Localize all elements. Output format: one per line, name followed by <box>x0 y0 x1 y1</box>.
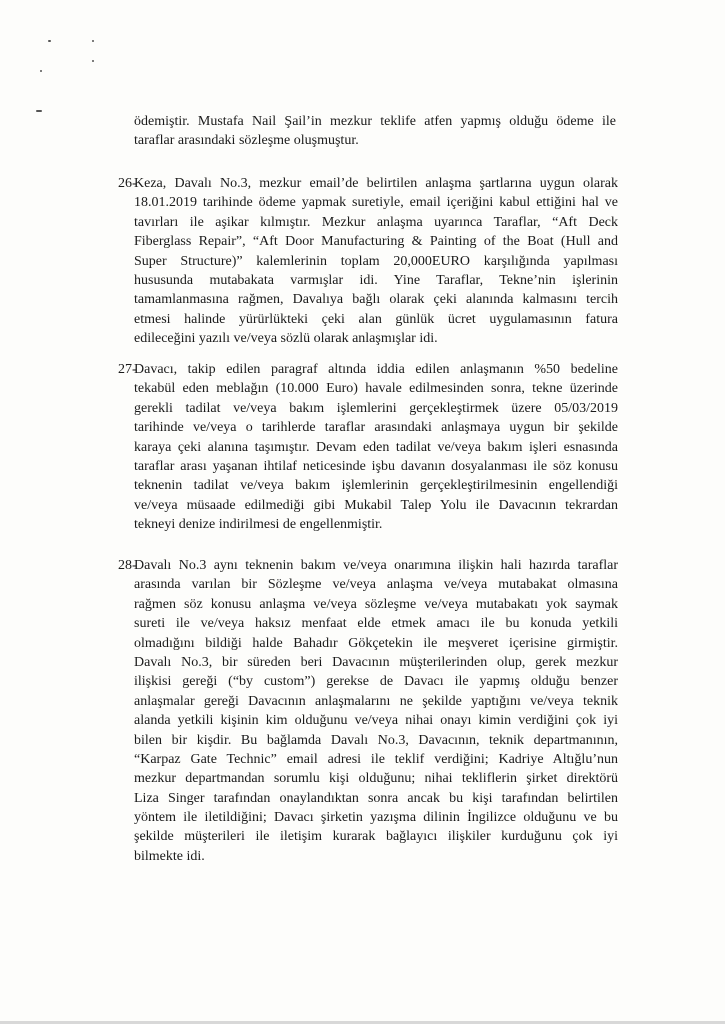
text-line: taraflar arasındaki sözleşme oluşmuştur. <box>134 133 359 149</box>
text-line: 18.01.2019 tarihinde ödeme yapmak suretiyle, email içeriğini kabul ettiğini hal ve <box>134 195 618 211</box>
text-line: Keza, Davalı No.3, mezkur email’de belirtilen anlaşma şartlarına uygun olarak <box>134 176 618 191</box>
text-line: ilişkisi gereği (“by custom”) gerekse de Davacı ile yapmış olduğu benzer <box>134 674 618 690</box>
text-line: tavırları ile aşikar kılmıştır. Mezkur anlaşma uyarınca Taraflar, “Aft Deck <box>134 214 618 230</box>
text-line: tekabül eden meblağın (10.000 Euro) havale edilmesinden sonra, tekne üzerinde <box>134 381 618 397</box>
text-line: Davacı, takip edilen paragraf altında iddia edilen anlaşmanın %50 bedeline <box>134 362 618 377</box>
text-line: tarihinde ve/veya o tarihlerde taraflar arasındaki anlaşmaya uygun bir şekilde <box>134 420 618 436</box>
text-line: bilmekte idi. <box>134 848 205 864</box>
text-line: karaya çeki alanına taşımıştır. Devam eden tadilat ve/veya bakım işleri esnasında <box>134 439 618 455</box>
text-line: gerekli tadilat ve/veya bakım işlemlerini gerçekleştirmek üzere 05/03/2019 <box>134 400 618 416</box>
text-line: yöntem ile iletildiğini; Davacı şirketin yazışma dilinin İngilizce olduğunu ve bu <box>134 810 618 826</box>
text-line: arasında varılan bir Sözleşme ve/veya anlaşma ve/veya mutabakat olmasına <box>134 577 618 593</box>
text-line: ödemiştir. Mustafa Nail Şail’in mezkur teklife atfen yapmış olduğu ödeme ile <box>134 114 616 129</box>
text-line: Fiberglass Repair”, “Aft Door Manufacturing & Painting of the Boat (Hull and <box>134 234 618 250</box>
text-line: teknenin tadilat ve/veya bakım işlemlerinin gerçekleştirilmesinin engellendiği <box>134 478 618 494</box>
text-line: ve/veya müsaade edilmediği gibi Mukabil Talep Yolu ile Davacının tekrardan <box>134 497 618 513</box>
item-number: 27- <box>118 362 137 377</box>
text-line: tamamlanmasına rağmen, Davalıya bağlı olarak çeki alanında kalmasını tercih <box>134 292 618 308</box>
item-number: 26- <box>118 176 137 191</box>
text-line: etmesi halinde yürürlükteki çeki alan günlük ücret uygulamasının fatura <box>134 311 618 327</box>
text-line: olmadığını bildiği halde Bahadır Gökçetekin ile meşveret içerisine girmiştir. <box>134 635 618 651</box>
text-line: taraflar arası yaşanan ihtilaf neticesinde işbu davanın dosyalanması ile söz konusu <box>134 458 618 474</box>
text-line: rağmen söz konusu anlaşma ve/veya sözleşme ve/veya mutabakatı yok saymak <box>134 596 618 612</box>
text-line: Davalı No.3 aynı teknenin bakım ve/veya onarımına ilişkin hali hazırda taraflar <box>134 558 618 573</box>
intro-paragraph <box>134 112 616 151</box>
text-line: Super Structure)” kalemlerinin toplam 20,000EURO karşılığında yapılması <box>134 253 618 269</box>
text-line: “Karpaz Gate Technic” email adresi ile teklif verdiğini; Kadriye Altığlu’nun <box>134 751 618 767</box>
item-number: 28- <box>118 558 137 573</box>
text-line: edileceğini yazılı ve/veya sözlü olarak anlaşmışlar idi. <box>134 331 438 347</box>
text-line: Liza Singer tarafından onaylandıktan sonra ancak bu kişi tarafından belirtilen <box>134 790 618 806</box>
text-line: alanda yetkili kişinin kim olduğunu ve/veya nihai onayı kimin verdiğini çok iyi <box>134 713 618 729</box>
text-line: mezkur departmandan sorumlu kişi olduğunu; nihai tekliflerin şirket direktörü <box>134 771 618 787</box>
text-line: Davalı No.3, bir süreden beri Davacının müşterilerinden olup, gerek mezkur <box>134 654 618 670</box>
item-body <box>134 174 618 349</box>
text-line: hususunda mutabakata varmışlar idi. Yine Taraflar, Tekne’nin işlerinin <box>134 272 618 288</box>
item-body <box>134 360 618 535</box>
text-line: anlaşmalar gereği Davacının anlaşmalarını ne şekilde yaptığını ve/veya teknik <box>134 693 618 709</box>
text-line: şekilde müşterileri ile iletişim kurarak bağlayıcı ilişkiler kurduğunu çok iyi <box>134 829 618 845</box>
text-line: bilen bir kişdir. Bu bağlamda Davalı No.3, Davacının, teknik departmanının, <box>134 732 618 748</box>
text-line: sureti ile ve/veya haksız menfaat elde etmek amacı ile bu konuda yetkili <box>134 616 618 632</box>
item-body <box>134 556 618 866</box>
text-line: tekneyi denize indirilmesi de engellenmiştir. <box>134 517 383 533</box>
